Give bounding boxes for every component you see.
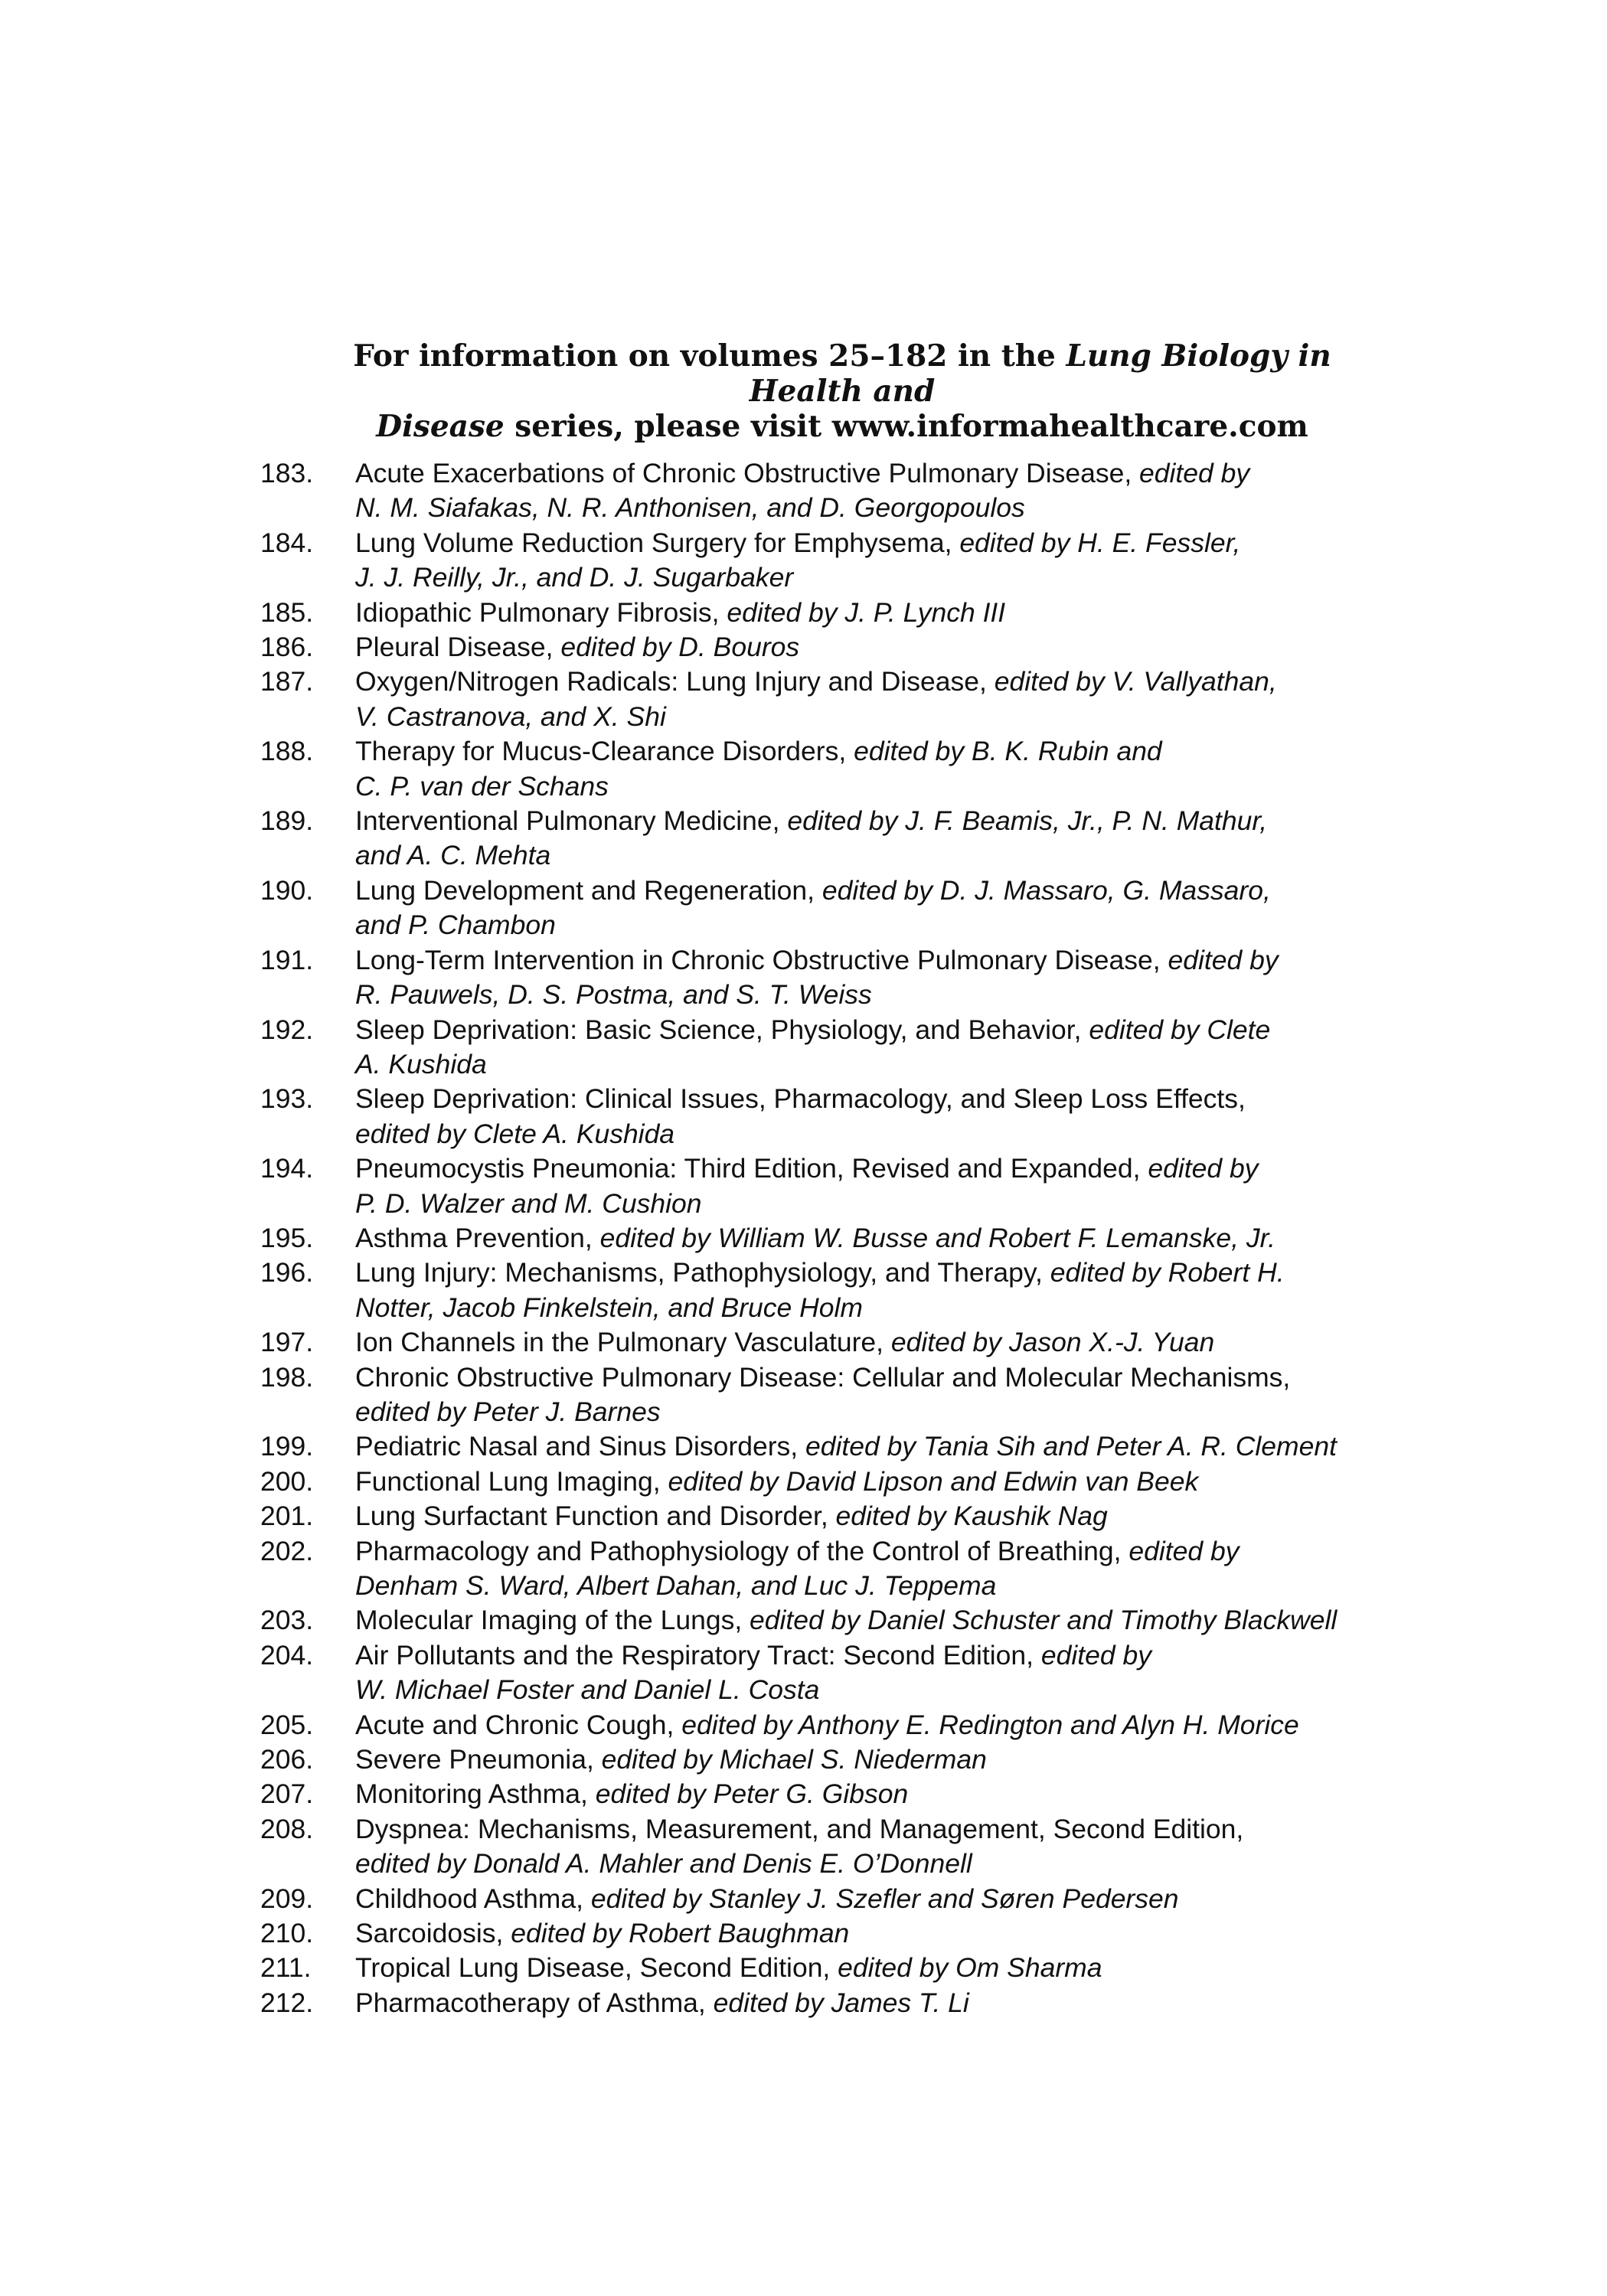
volume-editors: edited by V. Vallyathan, [994, 666, 1277, 697]
volume-number: 187. [260, 666, 314, 697]
volume-title: Asthma Prevention, [355, 1222, 600, 1253]
volume-number: 204. [260, 1639, 314, 1671]
volume-entry [260, 1151, 1378, 1221]
volume-entry [260, 526, 1378, 596]
volume-title: Severe Pneumonia, [355, 1744, 602, 1775]
volume-editors: edited by J. F. Beamis, Jr., P. N. Mathur, [787, 805, 1268, 837]
series-heading [322, 338, 1363, 444]
volume-editors: edited by Peter G. Gibson [595, 1778, 909, 1810]
volume-line [355, 1429, 1378, 1464]
volume-line [355, 700, 1378, 734]
volume-entry [260, 1256, 1378, 1325]
volume-line [355, 491, 1378, 525]
volume-number: 195. [260, 1222, 314, 1253]
volume-line [355, 1360, 1378, 1395]
volume-line [355, 456, 1378, 491]
volume-entry [260, 630, 1378, 665]
heading-prefix: For information on volumes 25–182 in the [353, 338, 1066, 374]
volume-entry [260, 1465, 1378, 1499]
volume-line [355, 804, 1378, 838]
volume-entry [260, 456, 1378, 526]
volume-entry [260, 874, 1378, 943]
volume-editors: and A. C. Mehta [355, 840, 551, 871]
volume-title: Lung Injury: Mechanisms, Pathophysiology, and Therapy, [355, 1257, 1050, 1288]
volume-entry [260, 734, 1378, 804]
heading-line-2 [322, 409, 1363, 444]
volume-line [355, 1986, 1378, 2020]
volume-editors: edited by Om Sharma [838, 1952, 1102, 1984]
volume-line [355, 1221, 1378, 1256]
volume-title: Oxygen/Nitrogen Radicals: Lung Injury and Disease, [355, 666, 995, 697]
volume-editors: edited by Kaushik Nag [835, 1501, 1108, 1532]
volume-line [355, 526, 1378, 560]
volume-line [355, 1638, 1378, 1673]
volume-line [355, 1256, 1378, 1290]
volume-editors: edited by Tania Sih and Peter A. R. Clement [805, 1431, 1337, 1462]
volume-line [355, 943, 1378, 978]
volume-entry [260, 1360, 1378, 1430]
volume-entry [260, 1013, 1378, 1083]
volume-number: 184. [260, 527, 314, 558]
volume-number: 211. [260, 1952, 312, 1984]
volume-line [355, 560, 1378, 595]
volume-editors: edited by D. J. Massaro, G. Massaro, [821, 874, 1271, 906]
volume-line [355, 1882, 1378, 1916]
volume-title: Lung Volume Reduction Surgery for Emphysema, [355, 527, 960, 558]
volume-editors: P. D. Walzer and M. Cushion [355, 1187, 702, 1219]
volume-entry [260, 1082, 1378, 1151]
volume-line [355, 1465, 1378, 1499]
volume-title: Monitoring Asthma, [355, 1778, 596, 1810]
volume-number: 191. [260, 944, 314, 975]
volume-number: 188. [260, 736, 314, 767]
volume-number: 207. [260, 1778, 314, 1810]
volume-title: Dyspnea: Mechanisms, Measurement, and Management, Second Edition, [355, 1813, 1244, 1844]
volume-entry [260, 1986, 1378, 2020]
volume-line [355, 1708, 1378, 1742]
volume-list [260, 456, 1378, 2020]
volume-entry [260, 1882, 1378, 1916]
volume-editors: Notter, Jacob Finkelstein, and Bruce Holm [355, 1292, 863, 1323]
volume-editors: edited by Donald A. Mahler and Denis E. O’Donnell [355, 1848, 972, 1880]
volume-line [355, 769, 1378, 804]
volume-number: 194. [260, 1153, 314, 1184]
volume-entry [260, 1429, 1378, 1464]
volume-editors: edited by H. E. Fessler, [959, 527, 1241, 558]
volume-number: 210. [260, 1918, 314, 1949]
volume-line [355, 1812, 1378, 1847]
volume-editors: edited by Clete A. Kushida [355, 1118, 675, 1149]
volume-number: 193. [260, 1083, 314, 1115]
volume-number: 203. [260, 1605, 314, 1636]
volume-entry [260, 1708, 1378, 1742]
volume-entry [260, 1916, 1378, 1951]
volume-editors: edited by D. Bouros [560, 632, 800, 663]
volume-line [355, 1082, 1378, 1116]
volume-title: Sarcoidosis, [355, 1918, 511, 1949]
volume-number: 185. [260, 596, 314, 628]
volume-editors: edited by Daniel Schuster and Timothy Blackwell [750, 1605, 1338, 1636]
volume-number: 196. [260, 1257, 314, 1288]
volume-title: Air Pollutants and the Respiratory Tract: Second Edition, [355, 1639, 1041, 1671]
volume-title: Childhood Asthma, [355, 1883, 591, 1914]
volume-editors: edited by Michael S. Niederman [601, 1744, 987, 1775]
volume-number: 198. [260, 1361, 314, 1393]
volume-number: 206. [260, 1744, 314, 1775]
volume-title: Chronic Obstructive Pulmonary Disease: Cellular and Molecular Mechanisms, [355, 1361, 1291, 1393]
volume-line [355, 1499, 1378, 1533]
volume-line [355, 1013, 1378, 1047]
volume-line [355, 908, 1378, 942]
volume-line [355, 1673, 1378, 1707]
volume-editors: A. Kushida [355, 1048, 487, 1079]
volume-line [355, 1534, 1378, 1569]
volume-editors: edited by Robert Baughman [511, 1918, 850, 1949]
heading-line-1 [322, 338, 1363, 409]
volume-line [355, 1117, 1378, 1151]
volume-editors: edited by James T. Li [713, 1987, 969, 2018]
volume-number: 212. [260, 1987, 314, 2018]
volume-entry [260, 596, 1378, 630]
volume-editors: edited by Anthony E. Redington and Alyn H. Morice [681, 1709, 1299, 1740]
volume-line [355, 1951, 1378, 1985]
volume-editors: W. Michael Foster and Daniel L. Costa [355, 1674, 820, 1706]
volume-entry [260, 1638, 1378, 1708]
volume-editors: edited by Robert H. [1050, 1257, 1285, 1288]
volume-line [355, 1187, 1378, 1221]
volume-editors: edited by William W. Busse and Robert F. Lemanske, Jr. [599, 1222, 1275, 1253]
volume-entry [260, 1534, 1378, 1604]
volume-title: Functional Lung Imaging, [355, 1465, 668, 1497]
volume-editors: edited by [1128, 1535, 1240, 1566]
volume-line [355, 596, 1378, 630]
volume-editors: V. Castranova, and X. Shi [355, 701, 666, 732]
volume-line [355, 1742, 1378, 1777]
volume-line [355, 978, 1378, 1012]
volume-line [355, 1291, 1378, 1325]
volume-title: Pneumocystis Pneumonia: Third Edition, Revised and Expanded, [355, 1153, 1148, 1184]
volume-line [355, 1395, 1378, 1429]
volume-number: 208. [260, 1813, 314, 1844]
volume-number: 192. [260, 1014, 314, 1045]
heading-suffix: series, please visit www.informahealthcare.com [504, 409, 1308, 444]
volume-editors: C. P. van der Schans [355, 770, 609, 802]
volume-number: 197. [260, 1327, 314, 1358]
volume-editors: edited by David Lipson and Edwin van Beek [668, 1465, 1199, 1497]
volume-line [355, 1916, 1378, 1951]
volume-number: 201. [260, 1501, 314, 1532]
volume-number: 202. [260, 1535, 314, 1566]
volume-editors: edited by Stanley J. Szefler and Søren Pedersen [590, 1883, 1179, 1914]
volume-title: Ion Channels in the Pulmonary Vasculature, [355, 1327, 891, 1358]
volume-line [355, 838, 1378, 873]
volume-title: Idiopathic Pulmonary Fibrosis, [355, 596, 727, 628]
volume-editors: R. Pauwels, D. S. Postma, and S. T. Weiss [355, 979, 872, 1011]
volume-title: Tropical Lung Disease, Second Edition, [355, 1952, 838, 1984]
volume-editors: edited by Peter J. Barnes [355, 1396, 661, 1427]
volume-number: 200. [260, 1465, 314, 1497]
volume-editors: Denham S. Ward, Albert Dahan, and Luc J. Teppema [355, 1570, 997, 1601]
volume-entry [260, 804, 1378, 874]
volume-title: Long-Term Intervention in Chronic Obstructive Pulmonary Disease, [355, 944, 1168, 975]
volume-editors: N. M. Siafakas, N. R. Anthonisen, and D. Georgopoulos [355, 492, 1025, 524]
volume-entry [260, 1603, 1378, 1638]
volume-title: Pleural Disease, [355, 632, 561, 663]
volume-title: Sleep Deprivation: Clinical Issues, Pharmacology, and Sleep Loss Effects, [355, 1083, 1246, 1115]
heading-series-title: Lung Biology in Health and [749, 338, 1331, 409]
volume-entry [260, 1499, 1378, 1533]
volume-line [355, 1603, 1378, 1638]
volume-editors: edited by [1139, 458, 1250, 488]
volume-title: Pharmacology and Pathophysiology of the Control of Breathing, [355, 1535, 1129, 1566]
volume-line [355, 630, 1378, 665]
volume-entry [260, 1812, 1378, 1882]
volume-number: 209. [260, 1883, 314, 1914]
volume-line [355, 1325, 1378, 1360]
volume-title: Acute and Chronic Cough, [355, 1709, 682, 1740]
volume-number: 199. [260, 1431, 314, 1462]
volume-title: Molecular Imaging of the Lungs, [355, 1605, 750, 1636]
volume-line [355, 1569, 1378, 1603]
volume-entry [260, 1742, 1378, 1777]
volume-entry [260, 1221, 1378, 1256]
volume-line [355, 734, 1378, 769]
volume-line [355, 1777, 1378, 1811]
volume-editors: edited by [1040, 1639, 1151, 1671]
volume-editors: edited by [1168, 944, 1279, 975]
volume-entry [260, 1325, 1378, 1360]
volume-line [355, 1847, 1378, 1881]
volume-line [355, 1047, 1378, 1082]
volume-title: Lung Development and Regeneration, [355, 874, 822, 906]
volume-editors: edited by Jason X.-J. Yuan [890, 1327, 1215, 1358]
volume-entry [260, 1777, 1378, 1811]
volume-line [355, 874, 1378, 908]
volume-number: 186. [260, 632, 314, 663]
volume-title: Lung Surfactant Function and Disorder, [355, 1501, 836, 1532]
volume-number: 189. [260, 805, 314, 837]
volume-editors: edited by J. P. Lynch III [727, 596, 1006, 628]
volume-line [355, 665, 1378, 699]
volume-editors: and P. Chambon [355, 910, 556, 941]
volume-title: Sleep Deprivation: Basic Science, Physiology, and Behavior, [355, 1014, 1089, 1045]
volume-title: Therapy for Mucus-Clearance Disorders, [355, 736, 854, 767]
volume-editors: edited by B. K. Rubin and [854, 736, 1162, 767]
volume-number: 190. [260, 874, 314, 906]
heading-series-title-cont: Disease [376, 409, 505, 444]
volume-title: Acute Exacerbations of Chronic Obstructive Pulmonary Disease, [355, 458, 1140, 488]
volume-entry [260, 665, 1378, 734]
volume-number: 183. [260, 458, 314, 488]
volume-title: Interventional Pulmonary Medicine, [355, 805, 788, 837]
volume-entry [260, 1951, 1378, 1985]
volume-entry [260, 943, 1378, 1013]
volume-editors: edited by Clete [1089, 1014, 1271, 1045]
volume-number: 205. [260, 1709, 314, 1740]
volume-title: Pharmacotherapy of Asthma, [355, 1987, 714, 2018]
volume-editors: J. J. Reilly, Jr., and D. J. Sugarbaker [355, 562, 794, 593]
volume-title: Pediatric Nasal and Sinus Disorders, [355, 1431, 805, 1462]
volume-line [355, 1151, 1378, 1186]
volume-editors: edited by [1148, 1153, 1259, 1184]
